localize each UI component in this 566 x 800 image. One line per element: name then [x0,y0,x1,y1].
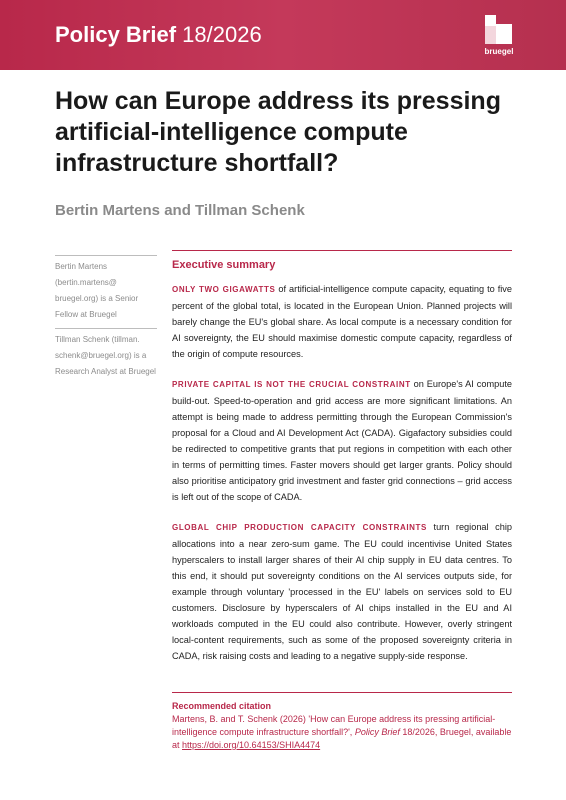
bruegel-logo [480,13,518,59]
paragraph-text: turn regional chip allocations into a near zero-sum game. The EU could incentivise United States hyperscalers to install larger shares of their AI chip supply in EU data centres. To this end, it should put sovereignty conditions on the AI services outputs side, for example through voluntary 'processed in the EU' labels on services sold to EU customers. Disclosure by hyperscalers of AI chips installed in the EU and AI workloads computed in the EU could also contribute. However, overly stringent local-content requirements, such as some of the proposed sovereignty criteria in CADA, risk raising costs and leading to a negative supply-side response. [172,522,512,661]
paragraph-lead: GLOBAL CHIP PRODUCTION CAPACITY CONSTRAINTS [172,523,427,532]
sidebar-divider [55,255,157,256]
author-note-schenk: Tillman Schenk (tillman. schenk@bruegel.org) is a Research Analyst at Bruegel [55,335,156,376]
summary-paragraph [172,281,512,362]
summary-divider [172,250,512,251]
series-name: Policy Brief [55,22,177,47]
doi-link[interactable]: https://doi.org/10.64153/SHIA4474 [182,740,321,750]
citation-divider [172,692,512,693]
author-sidebar [55,255,157,385]
series-title [55,22,262,48]
paragraph-lead: ONLY TWO GIGAWATTS [172,285,276,294]
summary-heading: Executive summary [172,259,276,271]
summary-paragraph [172,376,512,505]
bruegel-logo-icon [480,13,518,47]
executive-summary [172,250,512,678]
summary-paragraph [172,519,512,664]
series-number: 18/2026 [182,22,262,47]
logo-text: bruegel [484,47,514,56]
paragraph-lead: PRIVATE CAPITAL IS NOT THE CRUCIAL CONSTRAINT [172,380,411,389]
header-banner [0,0,566,70]
sidebar-divider [55,328,157,329]
citation-heading: Recommended citation [172,701,272,711]
authors: Bertin Martens and Tillman Schenk [55,202,305,219]
citation-body-end: 18/2026, Bruegel, available at [172,727,512,750]
recommended-citation [172,692,512,752]
author-note-martens: Bertin Martens (bertin.martens@ bruegel.org) is a Senior Fellow at Bruegel [55,262,139,319]
page-title: How can Europe address its pressing artificial-intelligence compute infrastructure shortfall? [55,87,501,177]
paragraph-text: on Europe's AI compute build-out. Speed-to-operation and grid access are more significant limitations. An attempt is being made to address permitting through the European Commission's proposal for a Cloud and AI Development Act (CADA). Gigafactory subsidies could be redirected to competitive grants that put regions in competition with each other in terms of permitting times. Faster movers should get larger grants. Policy should also prioritise anticipatory grid investment and faster grid connections – grid access is left out of the scope of CADA. [172,379,512,502]
citation-body: Martens, B. and T. Schenk (2026) 'How can Europe address its pressing artificial-intelligence compute infrastructure shortfall?', [172,714,496,737]
citation-text [172,713,512,752]
paragraph-text: of artificial-intelligence compute capacity, equating to five percent of the global total, is located in the European Union. Planned projects will barely change the EU's global share. As local compute is a necessary condition for AI sovereignty, the EU should maximise domestic compute capacity, regardless of the origin of compute resources. [172,284,513,359]
citation-series: Policy Brief [354,727,400,737]
